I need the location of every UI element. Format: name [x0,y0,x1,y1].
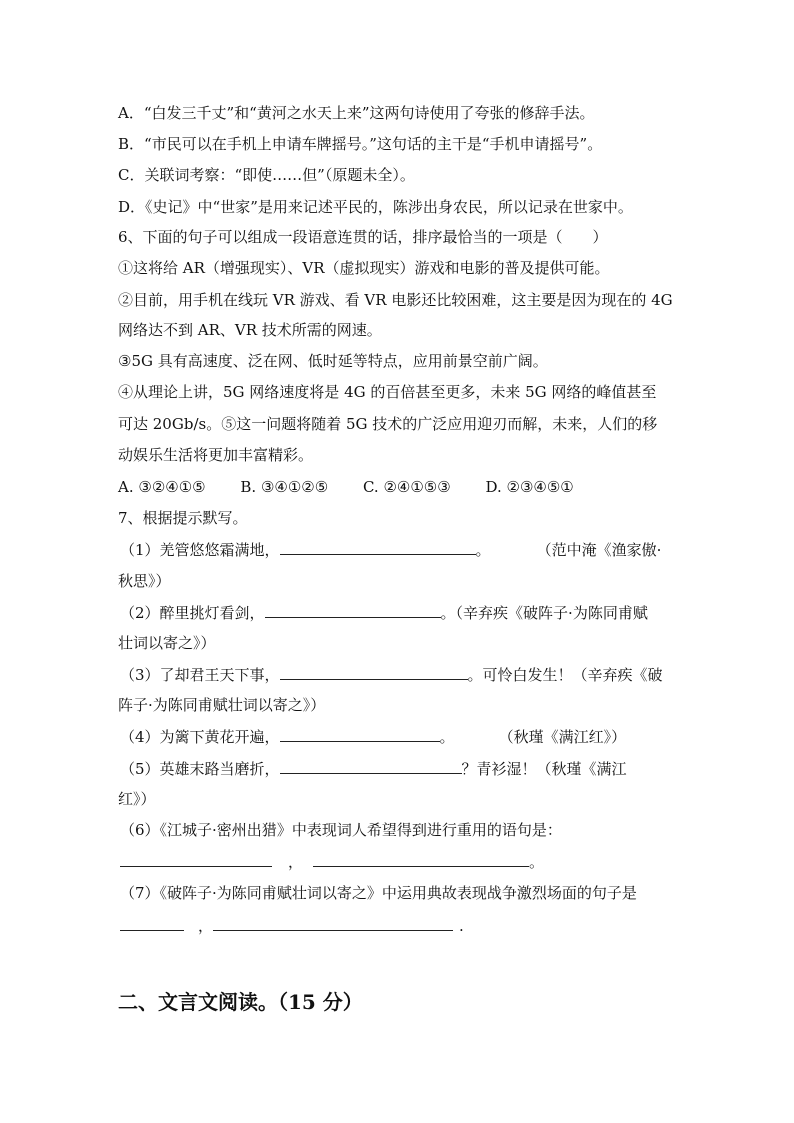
q7-item-7-end: . [459,917,464,935]
q7-item-1-end: 。 [475,541,491,559]
q7-item-3-blank[interactable] [280,664,468,680]
q7-item-5-end-source: ？青衫湿！（秋瑾《满江 [461,760,627,778]
q6-option-a: A. ③②④①⑤ [118,478,206,496]
q7-item-6-answers [120,851,544,872]
q7-item-7-blank-2[interactable] [213,915,453,931]
q5-option-c: C．关联词考察：“即使……但”（原题未全）。 [118,166,415,184]
q7-item-2-end-source: 。（辛弃疾《破阵子·为陈同甫赋 [440,604,648,622]
q7-item-5-source-cont: 红》） [118,790,156,808]
q7-item-4-blank[interactable] [280,726,440,742]
q6-stem: 6、下面的句子可以组成一段语意连贯的话，排序最恰当的一项是（ ） [118,228,608,246]
q7-item-4-end: 。 [439,728,455,746]
q7-item-6-end: 。 [529,853,545,871]
q7-item-7-answers [120,915,464,936]
q7-item-4-source: （秋瑾《满江红》） [498,728,627,746]
q6-sentence-2-line2: 网络达不到 AR、VR 技术所需的网速。 [118,321,382,339]
q6-options [118,477,604,497]
q5-option-d: D．《史记》中“世家”是用来记述平民的，陈涉出身农民，所以记录在世家中。 [118,198,633,216]
q7-item-2-blank[interactable] [265,602,441,618]
q7-item-3-end-source: 。可怜白发生！（辛弃疾《破 [467,666,663,684]
q7-item-2-source-cont: 壮词以寄之》） [118,634,216,652]
q7-stem: 7、根据提示默写。 [118,509,248,527]
q6-sentence-3: ③5G 具有高速度、泛在网、低时延等特点，应用前景空前广阔。 [118,352,548,370]
q7-item-7-stem: （7）《破阵子·为陈同甫赋壮词以寄之》中运用典故表现战争激烈场面的句子是 [120,884,637,902]
q6-sentence-2-line1: ②目前，用手机在线玩 VR 游戏、看 VR 电影还比较困难，这主要是因为现在的 4G [118,291,673,309]
q6-sentence-4-line2: 可达 20Gb/s。⑤这一问题将随着 5G 技术的广泛应用迎刃而解，未来，人们的移 [118,415,658,433]
q7-item-5 [120,758,627,779]
q7-item-1-source-cont: 秋思》） [118,572,171,590]
q7-item-4 [120,726,626,747]
section-2-title: 二、文言文阅读。（15 分） [118,990,363,1014]
q6-sentence-4-line3: 动娱乐生活将更加丰富精彩。 [118,446,314,464]
q7-item-1-prompt: （1）羌管悠悠霜满地， [120,541,280,559]
q7-item-6-blank-2[interactable] [313,851,529,867]
q7-item-7-blank-1[interactable] [120,915,184,931]
q7-item-3-prompt: （3）了却君王天下事， [120,666,280,684]
q6-sentence-1: ①这将给 AR（增强现实）、VR（虚拟现实）游戏和电影的普及提供可能。 [118,259,610,277]
q7-item-3-source-cont: 阵子·为陈同甫赋壮词以寄之》） [118,696,326,714]
q7-item-3 [120,664,663,685]
q7-item-1-blank[interactable] [280,539,476,555]
q7-item-6-blank-1[interactable] [120,851,272,867]
q7-item-1-source: （范中淹《渔家傲· [536,541,662,559]
q7-item-7-comma: ， [198,917,214,935]
q6-sentence-4-line1: ④从理论上讲，5G 网络速度将是 4G 的百倍甚至更多，未来 5G 网络的峰值甚至 [118,383,657,401]
q7-item-2 [120,602,648,623]
q6-option-d: D. ②③④⑤① [485,478,574,496]
q7-item-1 [120,539,661,560]
q6-option-c: C. ②④①⑤③ [362,478,451,496]
q7-item-5-prompt: （5）英雄末路当磨折， [120,760,280,778]
q7-item-5-blank[interactable] [280,758,462,774]
q7-item-4-prompt: （4）为篱下黄花开遍， [120,728,280,746]
q7-item-6-stem: （6）《江城子·密州出猎》中表现词人希望得到进行重用的语句是： [120,821,562,839]
q7-item-2-prompt: （2）醉里挑灯看剑， [120,604,265,622]
q6-option-b: B. ③④①②⑤ [240,478,329,496]
q5-option-b: B．“市民可以在手机上申请车牌摇号。”这句话的主干是“手机申请摇号”。 [118,135,603,153]
q5-option-a: A．“白发三千丈”和“黄河之水天上来”这两句诗使用了夸张的修辞手法。 [118,104,595,122]
q7-item-6-comma: ， [288,853,304,871]
